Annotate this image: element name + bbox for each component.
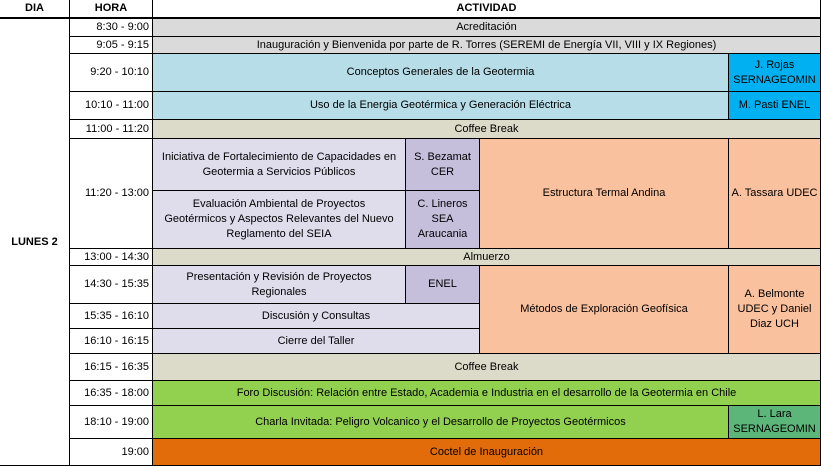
header-actividad: ACTIVIDAD: [153, 0, 821, 19]
activity-conceptos: Conceptos Generales de la Geotermia: [153, 54, 729, 92]
speaker-estructura: A. Tassara UDEC: [729, 139, 821, 249]
time-slot: 8:30 - 9:00: [70, 19, 153, 37]
activity-coffee-break: Coffee Break: [153, 120, 821, 139]
time-slot: 9:05 - 9:15: [70, 37, 153, 54]
activity-charla: Charla Invitada: Peligro Volcanico y el Desarrollo de Proyectos Geotérmicos: [153, 406, 729, 439]
activity-foro: Foro Discusión: Relación entre Estado, Academia e Industria en el desarrollo de la Geotermia en Chile: [153, 381, 821, 406]
speaker-presentacion: ENEL: [406, 266, 480, 304]
activity-presentacion: Presentación y Revisión de Proyectos Regionales: [153, 266, 406, 304]
time-slot: 16:15 - 16:35: [70, 354, 153, 381]
time-slot: 19:00: [70, 439, 153, 466]
activity-estructura: Estructura Termal Andina: [480, 139, 729, 249]
activity-coctel: Coctel de Inauguración: [153, 439, 821, 466]
time-slot: 13:00 - 14:30: [70, 249, 153, 266]
activity-almuerzo: Almuerzo: [153, 249, 821, 266]
time-slot: 9:20 - 10:10: [70, 54, 153, 92]
speaker-uso: M. Pasti ENEL: [729, 92, 821, 120]
time-slot: 14:30 - 15:35: [70, 266, 153, 304]
speaker-charla: L. Lara SERNAGEOMIN: [729, 406, 821, 439]
header-dia: DIA: [0, 0, 70, 19]
time-slot: 18:10 - 19:00: [70, 406, 153, 439]
activity-cierre: Cierre del Taller: [153, 329, 480, 354]
time-slot: 11:00 - 11:20: [70, 120, 153, 139]
time-slot: 16:35 - 18:00: [70, 381, 153, 406]
speaker-metodos: A. Belmonte UDEC y Daniel Diaz UCH: [729, 266, 821, 354]
activity-discusion: Discusión y Consultas: [153, 304, 480, 329]
speaker-iniciativa: S. Bezamat CER: [406, 139, 480, 191]
header-hora: HORA: [70, 0, 153, 19]
activity-coffee-break-2: Coffee Break: [153, 354, 821, 381]
activity-evaluacion: Evaluación Ambiental de Proyectos Geotérmicos y Aspectos Relevantes del Nuevo Reglamento del SEIA: [153, 191, 406, 249]
speaker-evaluacion: C. Lineros SEA Araucania: [406, 191, 480, 249]
speaker-conceptos: J. Rojas SERNAGEOMIN: [729, 54, 821, 92]
time-slot: 11:20 - 13:00: [70, 139, 153, 249]
time-slot: 10:10 - 11:00: [70, 92, 153, 120]
activity-inauguracion: Inauguración y Bienvenida por parte de R. Torres (SEREMI de Energía VII, VIII y IX Regiones): [153, 37, 821, 54]
activity-iniciativa: Iniciativa de Fortalecimiento de Capacidades en Geotermia a Servicios Públicos: [153, 139, 406, 191]
activity-acreditacion: Acreditación: [153, 19, 821, 37]
time-slot: 16:10 - 16:15: [70, 329, 153, 354]
activity-metodos: Métodos de Exploración Geofísica: [480, 266, 729, 354]
activity-uso: Uso de la Energia Geotérmica y Generación Eléctrica: [153, 92, 729, 120]
day-label: LUNES 2: [0, 19, 70, 466]
time-slot: 15:35 - 16:10: [70, 304, 153, 329]
